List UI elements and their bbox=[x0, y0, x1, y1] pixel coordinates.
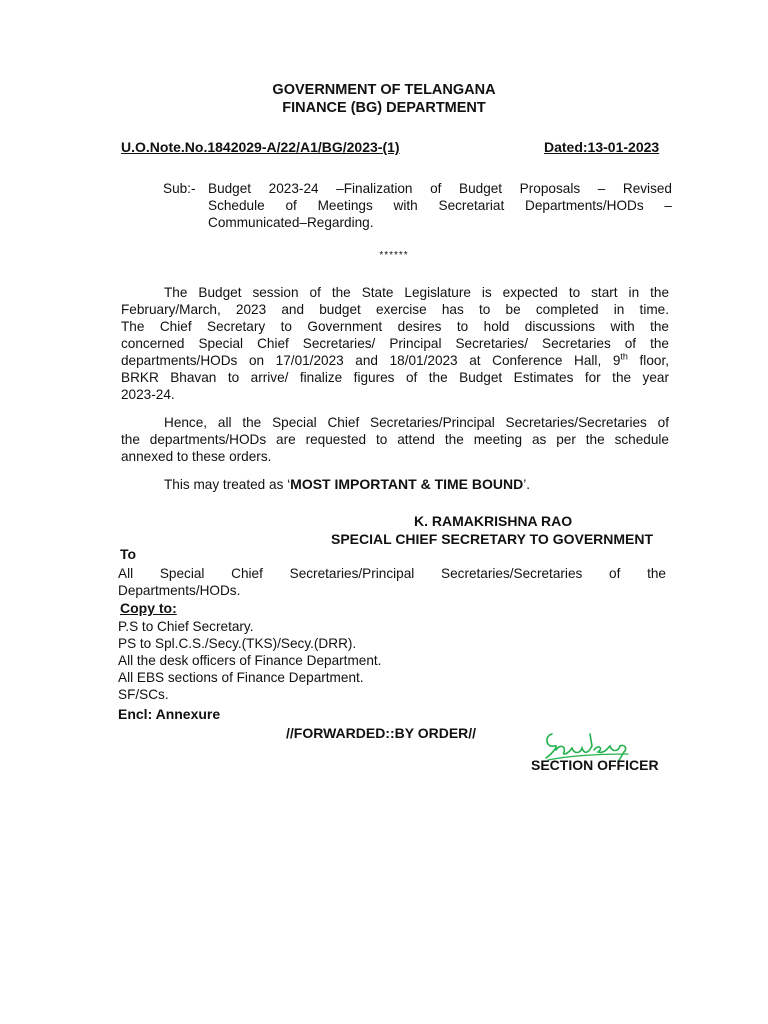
copy-to-item: PS to Spl.C.S./Secy.(TKS)/Secy.(DRR). bbox=[118, 636, 357, 651]
forwarded-by-order: //FORWARDED::BY ORDER// bbox=[286, 725, 477, 741]
copy-to-item: All EBS sections of Finance Department. bbox=[118, 670, 364, 685]
signatory-designation: SPECIAL CHIEF SECRETARY TO GOVERNMENT bbox=[331, 531, 654, 547]
paragraph-3 bbox=[164, 476, 530, 493]
government-heading: GOVERNMENT OF TELANGANA bbox=[272, 82, 496, 98]
signatory-name: K. RAMAKRISHNA RAO bbox=[414, 513, 573, 529]
paragraph-line: Hence, all the Special Chief Secretaries/Principal Secretaries/Secretaries of bbox=[164, 415, 669, 430]
note-number: U.O.Note.No.1842029-A/22/A1/BG/2023-(1) bbox=[121, 139, 400, 155]
paragraph-line: The Budget session of the State Legislature is expected to start in the bbox=[164, 285, 669, 300]
ordinal-superscript: th bbox=[620, 351, 628, 362]
paragraph-line: February/March, 2023 and budget exercise has to be completed in time. bbox=[121, 302, 669, 317]
subject-text bbox=[208, 180, 672, 231]
copy-to-item: SF/SCs. bbox=[118, 687, 169, 702]
importance-suffix: ’. bbox=[523, 477, 531, 492]
paragraph-line: BRKR Bhavan to arrive/ finalize figures of the Budget Estimates for the year bbox=[121, 370, 669, 385]
subject-line: Schedule of Meetings with Secretariat Departments/HODs – bbox=[208, 198, 672, 213]
paragraph-line bbox=[121, 352, 669, 369]
paragraph-line: the departments/HODs are requested to attend the meeting as per the schedule bbox=[121, 432, 669, 447]
floor-text: floor, bbox=[627, 353, 669, 368]
section-officer: SECTION OFFICER bbox=[531, 757, 659, 773]
to-recipients bbox=[118, 565, 666, 599]
recipient-line: Departments/HODs. bbox=[118, 583, 241, 598]
subject-line: Communicated–Regarding. bbox=[208, 215, 374, 230]
recipient-line: All Special Chief Secretaries/Principal Secretaries/Secretaries of the bbox=[118, 566, 666, 581]
paragraph-2 bbox=[121, 414, 669, 465]
paragraph-line: 2023-24. bbox=[121, 387, 175, 402]
copy-to-item: P.S to Chief Secretary. bbox=[118, 619, 254, 634]
paragraph-1 bbox=[121, 284, 669, 403]
copy-to-item: All the desk officers of Finance Department. bbox=[118, 653, 382, 668]
copy-to-list bbox=[118, 618, 381, 703]
paragraph-line: The Chief Secretary to Government desires to hold discussions with the bbox=[121, 319, 669, 334]
paragraph-line: annexed to these orders. bbox=[121, 449, 272, 464]
copy-to-label: Copy to: bbox=[120, 600, 177, 616]
department-heading: FINANCE (BG) DEPARTMENT bbox=[282, 100, 486, 116]
note-date: Dated:13-01-2023 bbox=[544, 139, 660, 155]
enclosure: Encl: Annexure bbox=[118, 706, 221, 722]
subject-line: Budget 2023-24 –Finalization of Budget Proposals – Revised bbox=[208, 181, 672, 196]
importance-prefix: This may treated as ‘ bbox=[164, 477, 291, 492]
separator: ****** bbox=[379, 250, 409, 261]
to-label: To bbox=[120, 546, 137, 562]
paragraph-line: concerned Special Chief Secretaries/ Principal Secretaries/ Secretaries of the bbox=[121, 336, 669, 351]
importance-emphasis: MOST IMPORTANT & TIME BOUND bbox=[290, 476, 524, 492]
subject-label: Sub:- bbox=[163, 181, 196, 196]
meeting-dates-text: departments/HODs on 17/01/2023 and 18/01/2023 at Conference Hall, 9 bbox=[121, 353, 621, 368]
